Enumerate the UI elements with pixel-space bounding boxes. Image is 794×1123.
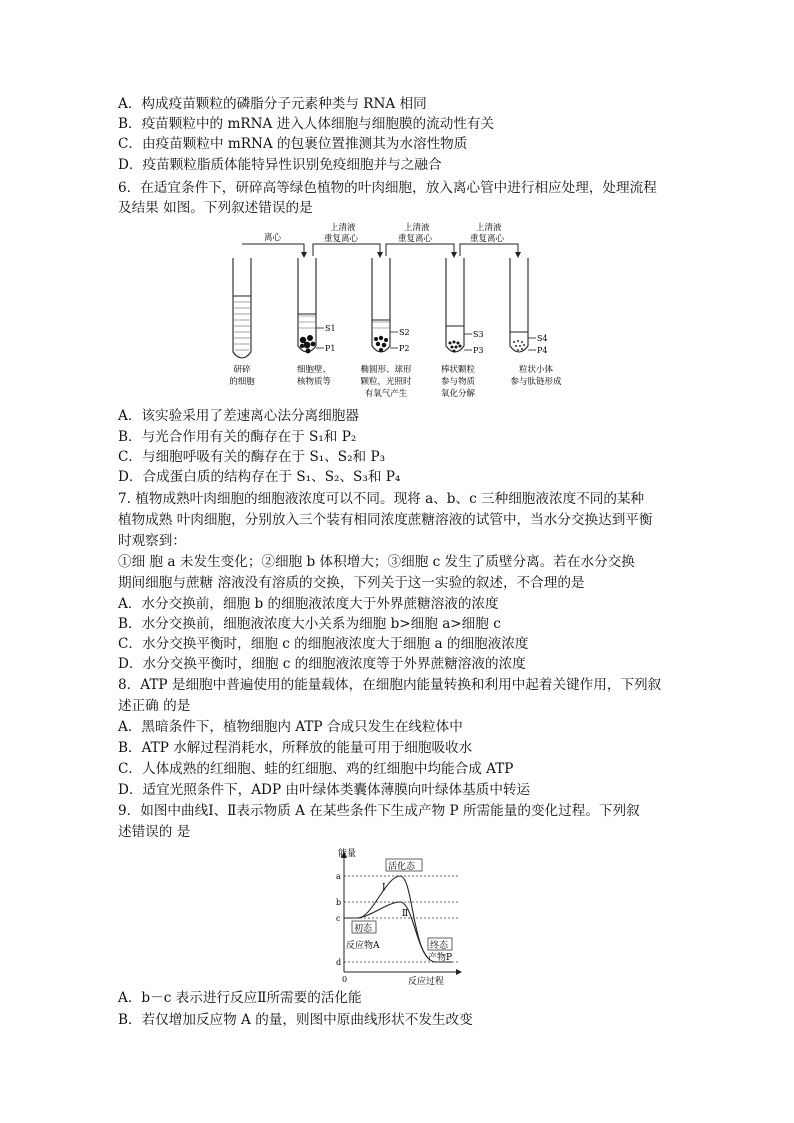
level-d: d bbox=[336, 958, 342, 967]
caption-tube4-line3: 氧化分解 bbox=[440, 389, 476, 399]
flow-arrow-2 bbox=[313, 244, 380, 256]
caption-tube2-line1: 细胞壁、 bbox=[296, 365, 332, 375]
step-label-supernatant-3: 上清液 bbox=[476, 223, 502, 233]
level-c: c bbox=[336, 914, 341, 923]
level-a: a bbox=[336, 872, 341, 881]
tube-4 bbox=[446, 258, 464, 352]
caption-tube2-line2: 核物质等 bbox=[296, 377, 332, 387]
q7-stem-line3: 时观察到： bbox=[118, 533, 186, 549]
q8-option-c: C．人体成熟的红细胞、蛙的红细胞、鸡的红细胞中均能合成 ATP bbox=[118, 761, 514, 777]
caption-tube4-line1: 棒状颗粒 bbox=[440, 365, 476, 375]
label-s1: S1 bbox=[325, 324, 336, 333]
label-p1: P1 bbox=[325, 344, 336, 353]
caption-tube5-line2: 参与肽链形成 bbox=[510, 377, 562, 387]
centrifuge-figure bbox=[218, 222, 578, 404]
q8-option-d: D．适宜光照条件下，ADP 由叶绿体类囊体薄膜向叶绿体基质中转运 bbox=[118, 782, 531, 798]
q9-stem-line1: 9．如图中曲线Ⅰ、Ⅱ表示物质 A 在某些条件下生成产物 P 所需能量的变化过程。下列叙 bbox=[118, 803, 640, 819]
q8-stem-line1: 8．ATP 是细胞中普遍使用的能量载体，在细胞内能量转换和利用中起着关键作用，下列叙 bbox=[118, 677, 662, 693]
label-p3: P3 bbox=[473, 346, 484, 355]
q7-option-a: A．水分交换前，细胞 b 的细胞液浓度大于外界蔗糖溶液的浓度 bbox=[118, 596, 499, 612]
caption-tube1-line1: 研碎 bbox=[233, 365, 251, 375]
q7-option-b: B．水分交换前，细胞液浓度大小关系为细胞 b>细胞 a>细胞 c bbox=[118, 616, 501, 632]
label-s3: S3 bbox=[473, 330, 484, 339]
q8-option-b: B．ATP 水解过程消耗水，所释放的能量可用于细胞吸收水 bbox=[118, 740, 473, 756]
curve-1-label: Ⅰ bbox=[382, 883, 386, 893]
q5-option-a: A．构成疫苗颗粒的磷脂分子元素种类与 RNA 相同 bbox=[118, 96, 427, 112]
q9-option-b: B．若仅增加反应物 A 的量，则图中原曲线形状不发生改变 bbox=[118, 1012, 473, 1028]
label-p2: P2 bbox=[399, 344, 410, 353]
q9-stem-line2: 述错误的 是 bbox=[118, 824, 191, 840]
flow-arrow-4 bbox=[460, 244, 518, 256]
curve-2-label: Ⅱ bbox=[402, 909, 409, 919]
caption-tube3-line1: 椭圆形、球形 bbox=[360, 365, 412, 375]
activated-state-label: 活化态 bbox=[388, 862, 416, 872]
reactant-label: 反应物A bbox=[346, 941, 380, 951]
caption-tube3-line2: 颗粒，光照时 bbox=[360, 377, 412, 387]
tube-5 bbox=[510, 258, 528, 352]
x-axis-label: 反应过程 bbox=[408, 977, 445, 986]
q6-stem-line2: 及结果 如图。下列叙述错误的是 bbox=[118, 200, 313, 216]
caption-tube5-line1: 粒状小体 bbox=[518, 365, 554, 375]
q6-option-a: A．该实验采用了差速离心法分离细胞器 bbox=[118, 408, 359, 424]
step-label-recentrifuge-1: 重复离心 bbox=[324, 234, 359, 244]
caption-tube1-line2: 的细胞 bbox=[229, 377, 255, 387]
q7-stem-line2: 植物成熟 叶肉细胞，分别放入三个装有相同浓度蔗糖溶液的试管中，当水分交换达到平衡 bbox=[118, 512, 653, 528]
q6-stem-line1: 6．在适宜条件下，研碎高等绿色植物的叶肉细胞，放入离心管中进行相应处理，处理流程 bbox=[118, 180, 657, 196]
step-label-centrifuge: 离心 bbox=[264, 233, 282, 243]
y-axis-label: 能量 bbox=[338, 849, 357, 859]
final-state-label: 终态 bbox=[430, 941, 449, 951]
flow-arrow-3 bbox=[386, 244, 454, 256]
q8-stem-line2: 述正确 的是 bbox=[118, 698, 191, 714]
q7-stem-line4: ①细 胞 a 未发生变化；②细胞 b 体积增大；③细胞 c 发生了质壁分离。若在水分交换 bbox=[118, 554, 635, 570]
q6-option-d: D．合成蛋白质的结构存在于 S₁、S₂、S₃和 P₄ bbox=[118, 469, 401, 485]
q6-option-b: B．与光合作用有关的酶存在于 S₁和 P₂ bbox=[118, 429, 357, 445]
step-label-supernatant-1: 上清液 bbox=[330, 223, 356, 233]
q5-option-d: D．疫苗颗粒脂质体能特异性识别免疫细胞并与之融合 bbox=[118, 157, 442, 173]
q7-stem-line1: 7. 植物成熟叶肉细胞的细胞液浓度可以不同。现将 a、b、c 三种细胞液浓度不同的某种 bbox=[118, 491, 645, 507]
caption-tube3-line3: 有氧气产生 bbox=[364, 389, 408, 399]
energy-diagram bbox=[324, 846, 464, 986]
q8-option-a: A．黑暗条件下，植物细胞内 ATP 合成只发生在线粒体中 bbox=[118, 719, 463, 735]
origin-label: 0 bbox=[342, 975, 348, 984]
flow-arrow-1 bbox=[242, 244, 304, 256]
q9-option-a: A．b－c 表示进行反应Ⅱ所需要的活化能 bbox=[118, 990, 362, 1006]
step-label-recentrifuge-2: 重复离心 bbox=[398, 234, 433, 244]
label-s2: S2 bbox=[399, 328, 410, 337]
level-b: b bbox=[336, 898, 342, 907]
label-s4: S4 bbox=[537, 334, 548, 343]
step-label-supernatant-2: 上清液 bbox=[404, 223, 430, 233]
product-label: 产物P bbox=[428, 953, 453, 963]
q5-option-c: C．由疫苗颗粒中 mRNA 的包裹位置推测其为水溶性物质 bbox=[118, 136, 468, 152]
q7-option-d: D．水分交换平衡时，细胞 c 的细胞液浓度等于外界蔗糖溶液的浓度 bbox=[118, 656, 526, 672]
q7-option-c: C．水分交换平衡时，细胞 c 的细胞液浓度大于细胞 a 的细胞液浓度 bbox=[118, 636, 529, 652]
q5-option-b: B．疫苗颗粒中的 mRNA 进入人体细胞与细胞膜的流动性有关 bbox=[118, 116, 495, 132]
q7-stem-line5: 期间细胞与蔗糖 溶液没有溶质的交换，下列关于这一实验的叙述，不合理的是 bbox=[118, 575, 585, 591]
step-label-recentrifuge-3: 重复离心 bbox=[470, 234, 505, 244]
caption-tube4-line2: 参与物质 bbox=[440, 377, 476, 387]
label-p4: P4 bbox=[537, 346, 548, 355]
q6-option-c: C．与细胞呼吸有关的酶存在于 S₁、S₂和 P₃ bbox=[118, 449, 386, 465]
initial-state-label: 初态 bbox=[354, 924, 373, 934]
